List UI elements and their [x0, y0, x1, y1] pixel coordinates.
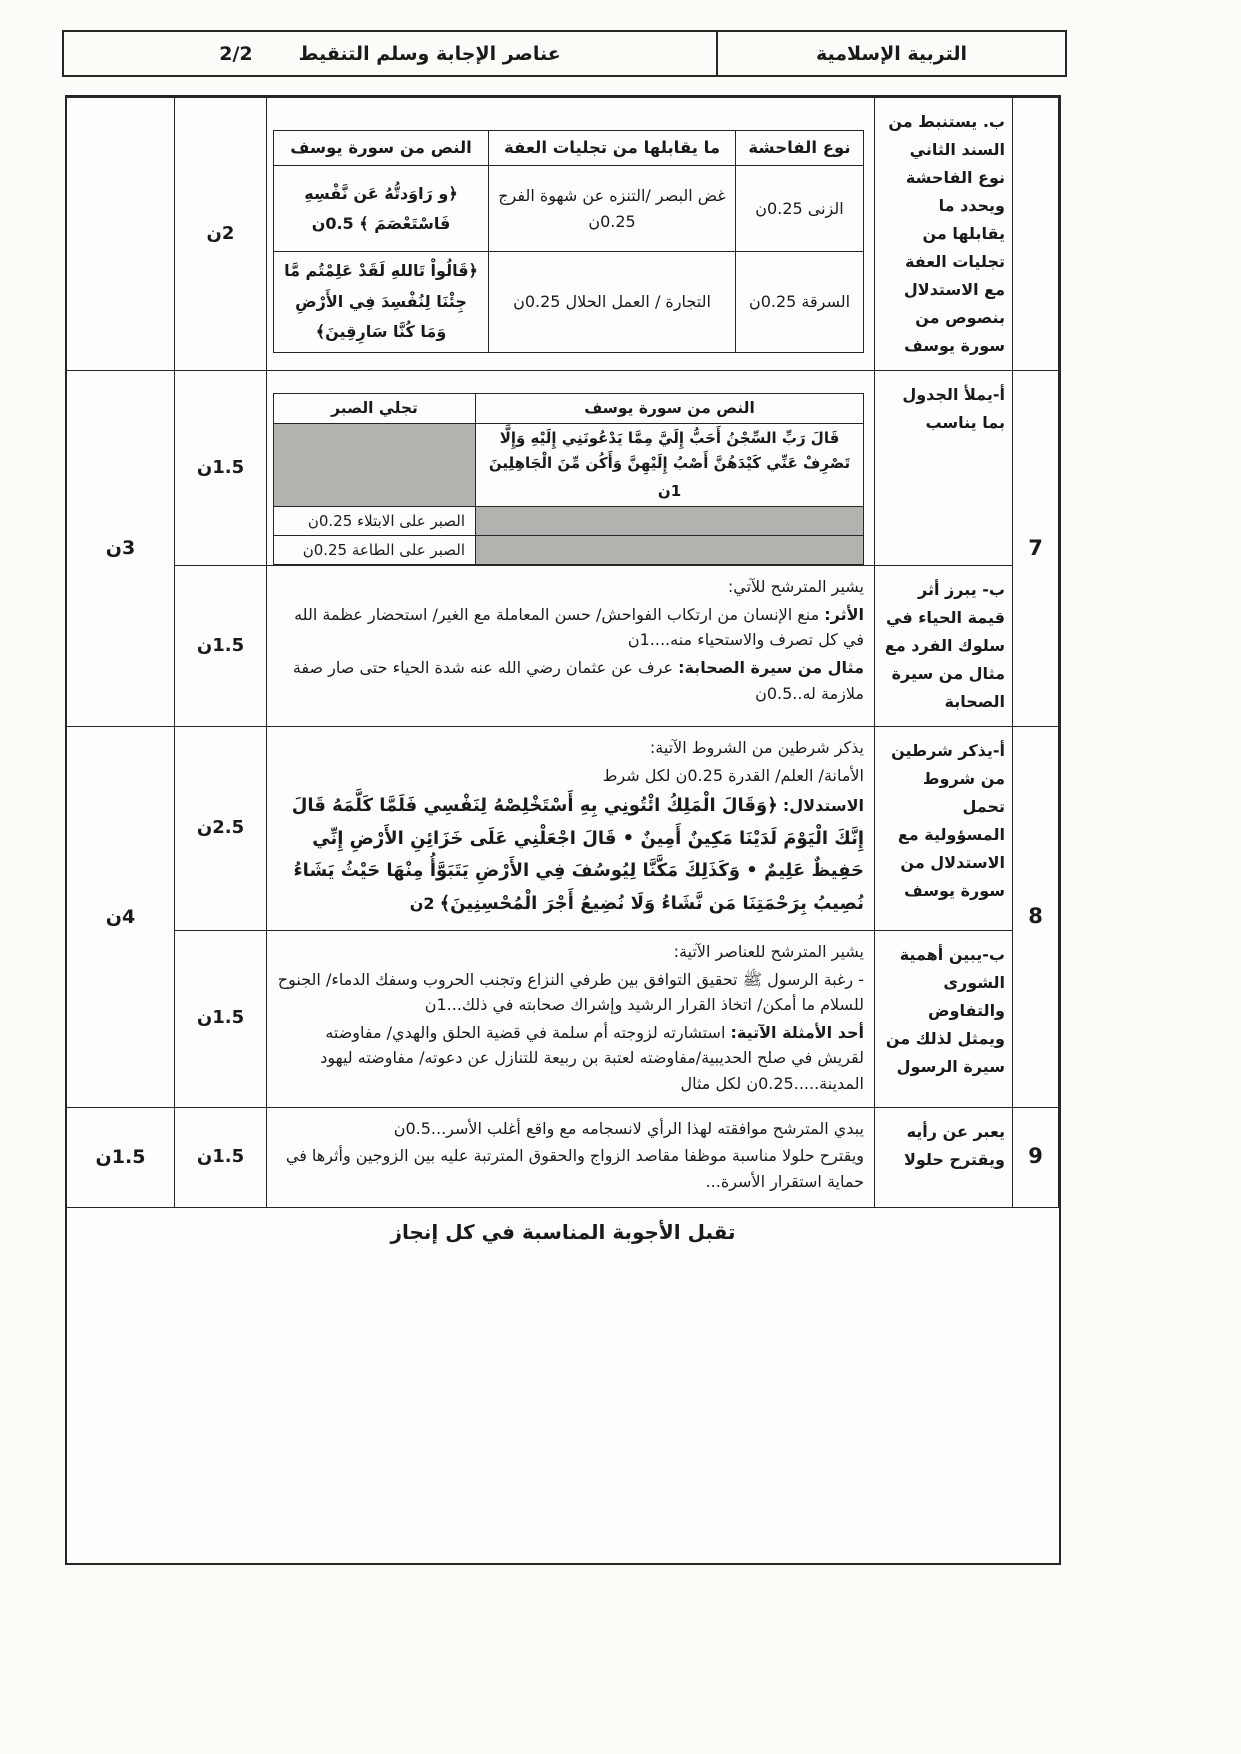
- chastity-answer: التجارة / العمل الحلال 0.25ن: [489, 252, 736, 352]
- score-cell: 1.5ن: [175, 931, 267, 1108]
- criterion-cell: أ-يذكر شرطين من شروط تحمل المسؤولية مع الاستدلال من سورة يوسف: [875, 727, 1013, 931]
- row-q7b: [67, 566, 1059, 727]
- quran-citation: ﴿قَالُواْ تَاللهِ لَقَدْ عَلِمْتُم مَّا جِئْنَا لِنُفْسِدَ فِي الأَرْضِ وَمَا كُنَّا سَارِقِينَ﴾: [274, 252, 489, 352]
- example-label: مثال من سيرة الصحابة:: [678, 658, 864, 678]
- page-header: [62, 30, 1067, 77]
- shaded-cell: [476, 536, 864, 565]
- quran-citation: ﴿وَقَالَ الْمَلِكُ ائْتُونِي بِهِ أَسْتَخْلِصْهُ لِنَفْسِي فَلَمَّا كَلَّمَهُ قَالَ إِنَّكَ الْيَوْمَ لَدَيْنَا مَكِينٌ أَمِينٌ • قَالَ اجْعَلْنِي عَلَى خَزَائِنِ الأَرْضِ إِنِّي حَفِيظٌ عَلِيمٌ • وَكَذَلِكَ مَكَّنَّا لِيُوسُفَ فِي الأَرْضِ يَتَبَوَّأُ مِنْهَا حَيْثُ يَشَاءُ نُصِيبُ بِرَحْمَتِنَا مَن نَّشَاءُ وَلَا نُضِيعُ أَجْرَ الْمُحْسِنِينَ﴾: [291, 795, 864, 914]
- col-header-quran-text: النص من سورة يوسف: [476, 394, 864, 424]
- col-header-type: نوع الفاحشة: [736, 131, 864, 166]
- criterion-cell: يعبر عن رأيه ويقترح حلولا: [875, 1107, 1013, 1207]
- quran-citation: ﴿و رَاوَدتُّهُ عَن نَّفْسِهِ فَاسْتَعْصَمَ ﴾ 0.5ن: [274, 166, 489, 252]
- verse-score: 1ن: [657, 481, 682, 500]
- answer-cell: [267, 727, 875, 931]
- answer-text: [277, 1116, 864, 1195]
- example-text: عرف عن عثمان رضي الله عنه شدة الحياء حتى صار صفة ملازمة له..0.5ن: [292, 658, 864, 703]
- answer-line: ويقترح حلولا مناسبة موظفا مقاصد الزواج والحقوق المترتبة عليه بين الزوجين وأثرها في حماية استقرار الأسرة...: [285, 1146, 864, 1191]
- patience-answer: الصبر على الابتلاء 0.25ن: [274, 507, 476, 536]
- page-number: 2/2: [219, 42, 253, 65]
- fahisha-header-row: [274, 131, 864, 166]
- answer-line: - رغبة الرسول ﷺ تحقيق التوافق بين طرفي النزاع وتجنب الحروب وسفك الدماء/ الجنوح للسلام ما أمكن/ اتخاذ القرار الرشيد وإشراك صحابته في ذلك...1ن: [277, 969, 864, 1015]
- col-header-patience: تجلي الصبر: [274, 394, 476, 424]
- document-title: [64, 32, 716, 75]
- answer-grid: [66, 97, 1059, 1208]
- row-q7a: [67, 371, 1059, 566]
- answer-line: [277, 655, 864, 706]
- total-cell: 1.5ن: [67, 1107, 175, 1207]
- answer-grid-container: [65, 95, 1061, 1565]
- subject-title: التربية الإسلامية: [716, 32, 1065, 75]
- fahisha-type: السرقة 0.25ن: [736, 252, 864, 352]
- score-cell: 2.5ن: [175, 727, 267, 931]
- score-cell: 1.5ن: [175, 1107, 267, 1207]
- table-row: [274, 536, 864, 565]
- row-q8b: [67, 931, 1059, 1108]
- col-header-chastity: ما يقابلها من تجليات العفة: [489, 131, 736, 166]
- evidence-label: الاستدلال:: [782, 796, 864, 816]
- answer-line: [277, 1020, 864, 1097]
- table-row: [274, 423, 864, 507]
- criterion-cell: ب-يبين أهمية الشورى والتفاوض ويمثل لذلك من سيرة الرسول: [875, 931, 1013, 1108]
- question-number-cell: [1013, 98, 1059, 371]
- answer-text: [277, 735, 864, 920]
- row-q9: [67, 1107, 1059, 1207]
- table-row: [274, 166, 864, 252]
- score-cell: 1.5ن: [175, 371, 267, 566]
- question-number-cell: 9: [1013, 1107, 1059, 1207]
- answer-cell: [267, 98, 875, 371]
- table-row: [274, 252, 864, 352]
- score-cell: 2ن: [175, 98, 267, 371]
- answer-line: يبدي المترشح موافقته لهذا الرأي لانسجامه مع واقع أغلب الأسر...0.5ن: [393, 1118, 864, 1138]
- row-q8a: [67, 727, 1059, 931]
- answer-cell: [267, 566, 875, 727]
- col-header-text: النص من سورة يوسف: [274, 131, 489, 166]
- document-title-text: عناصر الإجابة وسلم التنقيط: [298, 42, 561, 65]
- total-cell: 3ن: [67, 371, 175, 727]
- row-q6b: [67, 98, 1059, 371]
- patience-header-row: [274, 394, 864, 424]
- evidence-score: 2ن: [409, 893, 435, 913]
- effect-text: منع الإنسان من ارتكاب الفواحش/ حسن المعاملة مع الغير/ استحضار عظمة الله في كل تصرف والاستحياء منه....1ن: [294, 604, 864, 650]
- criterion-cell: أ-يملأ الجدول بما يناسب: [875, 371, 1013, 566]
- answer-line: الأمانة/ العلم/ القدرة 0.25ن لكل شرط: [602, 765, 864, 785]
- total-cell: 4ن: [67, 727, 175, 1107]
- answer-line: يذكر شرطين من الشروط الآتية:: [649, 738, 864, 758]
- quran-verse: قَالَ رَبِّ السِّجْنُ أَحَبُّ إِلَيَّ مِمَّا يَدْعُونَنِي إِلَيْهِ وَإِلَّا تَصْرِفْ عَنِّي كَيْدَهُنَّ أَصْبُ إِلَيْهِنَّ وَأَكُن مِّنَ الْجَاهِلِينَ: [488, 428, 851, 473]
- answer-intro: يشير المترشح للآتي:: [727, 577, 864, 597]
- examples-text: استشارته لزوجته أم سلمة في قضية الحلق والهدي/ مفاوضته لقريش في صلح الحديبية/مفاوضته لعتبة بن ربيعة للتنازل عن دعوته/ مفاوضته ليهود المدينة.....0.25ن لكل مثال: [320, 1022, 864, 1094]
- patience-answer: الصبر على الطاعة 0.25ن: [274, 536, 476, 565]
- question-number-cell: 8: [1013, 727, 1059, 1107]
- acceptance-note: تقبل الأجوبة المناسبة في كل إنجاز: [390, 1219, 736, 1244]
- criterion-cell: ب. يستنبط من السند الثاني نوع الفاحشة ويحدد ما يقابلها من تجليات العفة مع الاستدلال بنصوص من سورة يوسف: [875, 98, 1013, 371]
- fahisha-table: [273, 130, 864, 353]
- patience-table: [273, 393, 864, 565]
- answer-cell: [267, 1107, 875, 1207]
- answer-line: [277, 790, 864, 920]
- table-row: [274, 507, 864, 536]
- effect-label: الأثر:: [824, 604, 864, 624]
- shaded-cell: [476, 507, 864, 536]
- answer-cell: [267, 371, 875, 566]
- score-cell: 1.5ن: [175, 566, 267, 727]
- answer-cell: [267, 931, 875, 1108]
- answer-text: [277, 574, 864, 706]
- answer-line: [277, 574, 864, 600]
- question-number-cell: 7: [1013, 371, 1059, 727]
- answer-line: يشير المترشح للعناصر الآتية:: [673, 942, 864, 962]
- chastity-answer: غض البصر /التنزه عن شهوة الفرج 0.25ن: [489, 166, 736, 252]
- shaded-cell: [274, 423, 476, 507]
- criterion-cell: ب- يبرز أثر قيمة الحياء في سلوك الفرد مع مثال من سيرة الصحابة: [875, 566, 1013, 727]
- quran-citation: [476, 423, 864, 507]
- answer-text: [277, 939, 864, 1097]
- answer-line: [277, 602, 864, 653]
- fahisha-type: الزنى 0.25ن: [736, 166, 864, 252]
- examples-label: أحد الأمثلة الآتية:: [730, 1022, 864, 1042]
- total-cell: [67, 98, 175, 371]
